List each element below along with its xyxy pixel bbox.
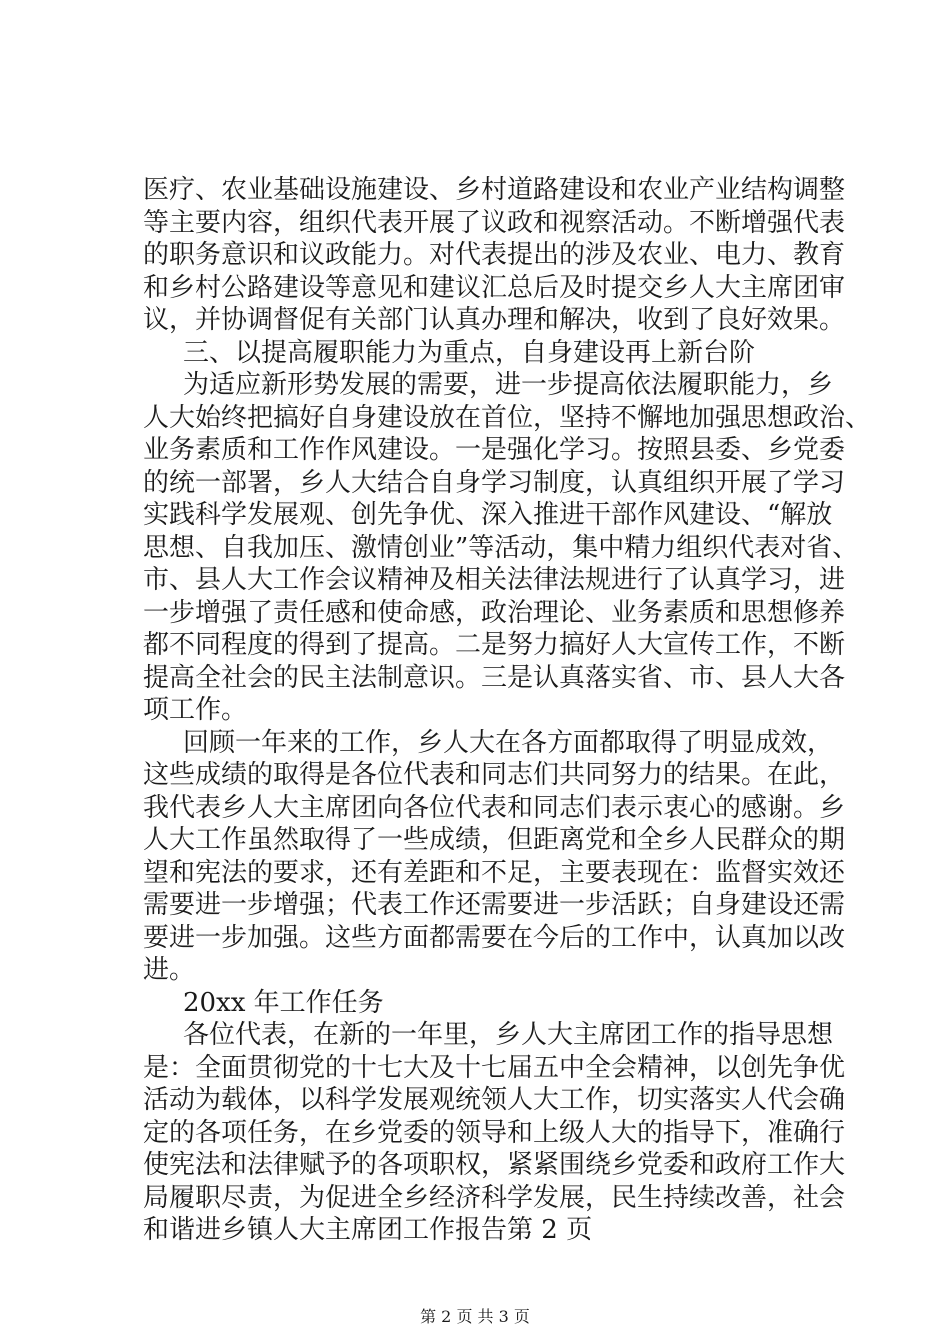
text-line: 实践科学发展观、创先争优、深入推进干部作风建设、“解放 [143, 500, 833, 530]
text-line: 都不同程度的得到了提高。二是努力搞好人大宣传工作，不断 [143, 630, 846, 660]
text-line: 回顾一年来的工作，乡人大在各方面都取得了明显成效， [183, 727, 834, 758]
text-line: 望和宪法的要求，还有差距和不足，主要表现在：监督实效还 [143, 857, 846, 888]
text-line: 人大工作虽然取得了一些成绩，但距离党和全乡人民群众的期 [143, 825, 846, 855]
text-line: 项工作。 [143, 695, 248, 725]
text-line: 是：全面贯彻党的十七大及十七届五中全会精神，以创先争优 [143, 1052, 846, 1083]
text-line: 为适应新形势发展的需要，进一步提高依法履职能力，乡 [183, 370, 834, 400]
text-line: 议，并协调督促有关部门认真办理和解决，收到了良好效果。 [143, 305, 846, 335]
text-line: 我代表乡人大主席团向各位代表和同志们表示衷心的感谢。乡 [143, 792, 846, 823]
text-line: 定的各项任务，在乡党委的领导和上级人大的指导下，准确行 [143, 1117, 846, 1148]
text-line: 的职务意识和议政能力。对代表提出的涉及农业、电力、教育 [143, 240, 846, 270]
text-line: 等主要内容，组织代表开展了议政和视察活动。不断增强代表 [143, 207, 846, 238]
text-line: 使宪法和法律赋予的各项职权，紧紧围绕乡党委和政府工作大 [143, 1150, 846, 1180]
text-line: 业务素质和工作作风建设。一是强化学习。按照县委、乡党委 [143, 435, 846, 465]
text-line: 和谐进乡镇人大主席团工作报告第 2 页 [143, 1215, 593, 1245]
section-heading: 20xx 年工作任务 [183, 987, 384, 1018]
body-text [143, 174, 872, 1247]
text-line: 和乡村公路建设等意见和建议汇总后及时提交乡人大主席团审 [143, 272, 846, 303]
section-heading: 三、以提高履职能力为重点，自身建设再上新台阶 [183, 337, 756, 368]
text-line: 进。 [143, 955, 196, 985]
text-line: 市、县人大工作会议精神及相关法律法规进行了认真学习，进 [143, 565, 846, 595]
page-footer: 第 2 页 共 3 页 [420, 1307, 530, 1326]
text-line: 要进一步加强。这些方面都需要在今后的工作中，认真加以改 [143, 922, 846, 953]
text-line: 各位代表，在新的一年里，乡人大主席团工作的指导思想 [183, 1020, 834, 1050]
text-line: 需要进一步增强；代表工作还需要进一步活跃；自身建设还需 [143, 890, 846, 920]
text-line: 的统一部署，乡人大结合自身学习制度，认真组织开展了学习 [143, 467, 846, 498]
text-line: 一步增强了责任感和使命感，政治理论、业务素质和思想修养 [143, 597, 846, 628]
text-line: 提高全社会的民主法制意识。三是认真落实省、市、县人大各 [143, 662, 846, 693]
text-line: 这些成绩的取得是各位代表和同志们共同努力的结果。在此， [143, 760, 846, 790]
text-line: 思想、自我加压、激情创业”等活动，集中精力组织代表对省、 [143, 532, 859, 563]
text-line: 局履职尽责，为促进全乡经济科学发展，民生持续改善，社会 [143, 1182, 846, 1213]
text-line: 活动为载体，以科学发展观统领人大工作，切实落实人代会确 [143, 1085, 846, 1115]
text-line: 医疗、农业基础设施建设、乡村道路建设和农业产业结构调整 [143, 175, 846, 205]
text-line: 人大始终把搞好自身建设放在首位，坚持不懈地加强思想政治、 [143, 402, 872, 433]
